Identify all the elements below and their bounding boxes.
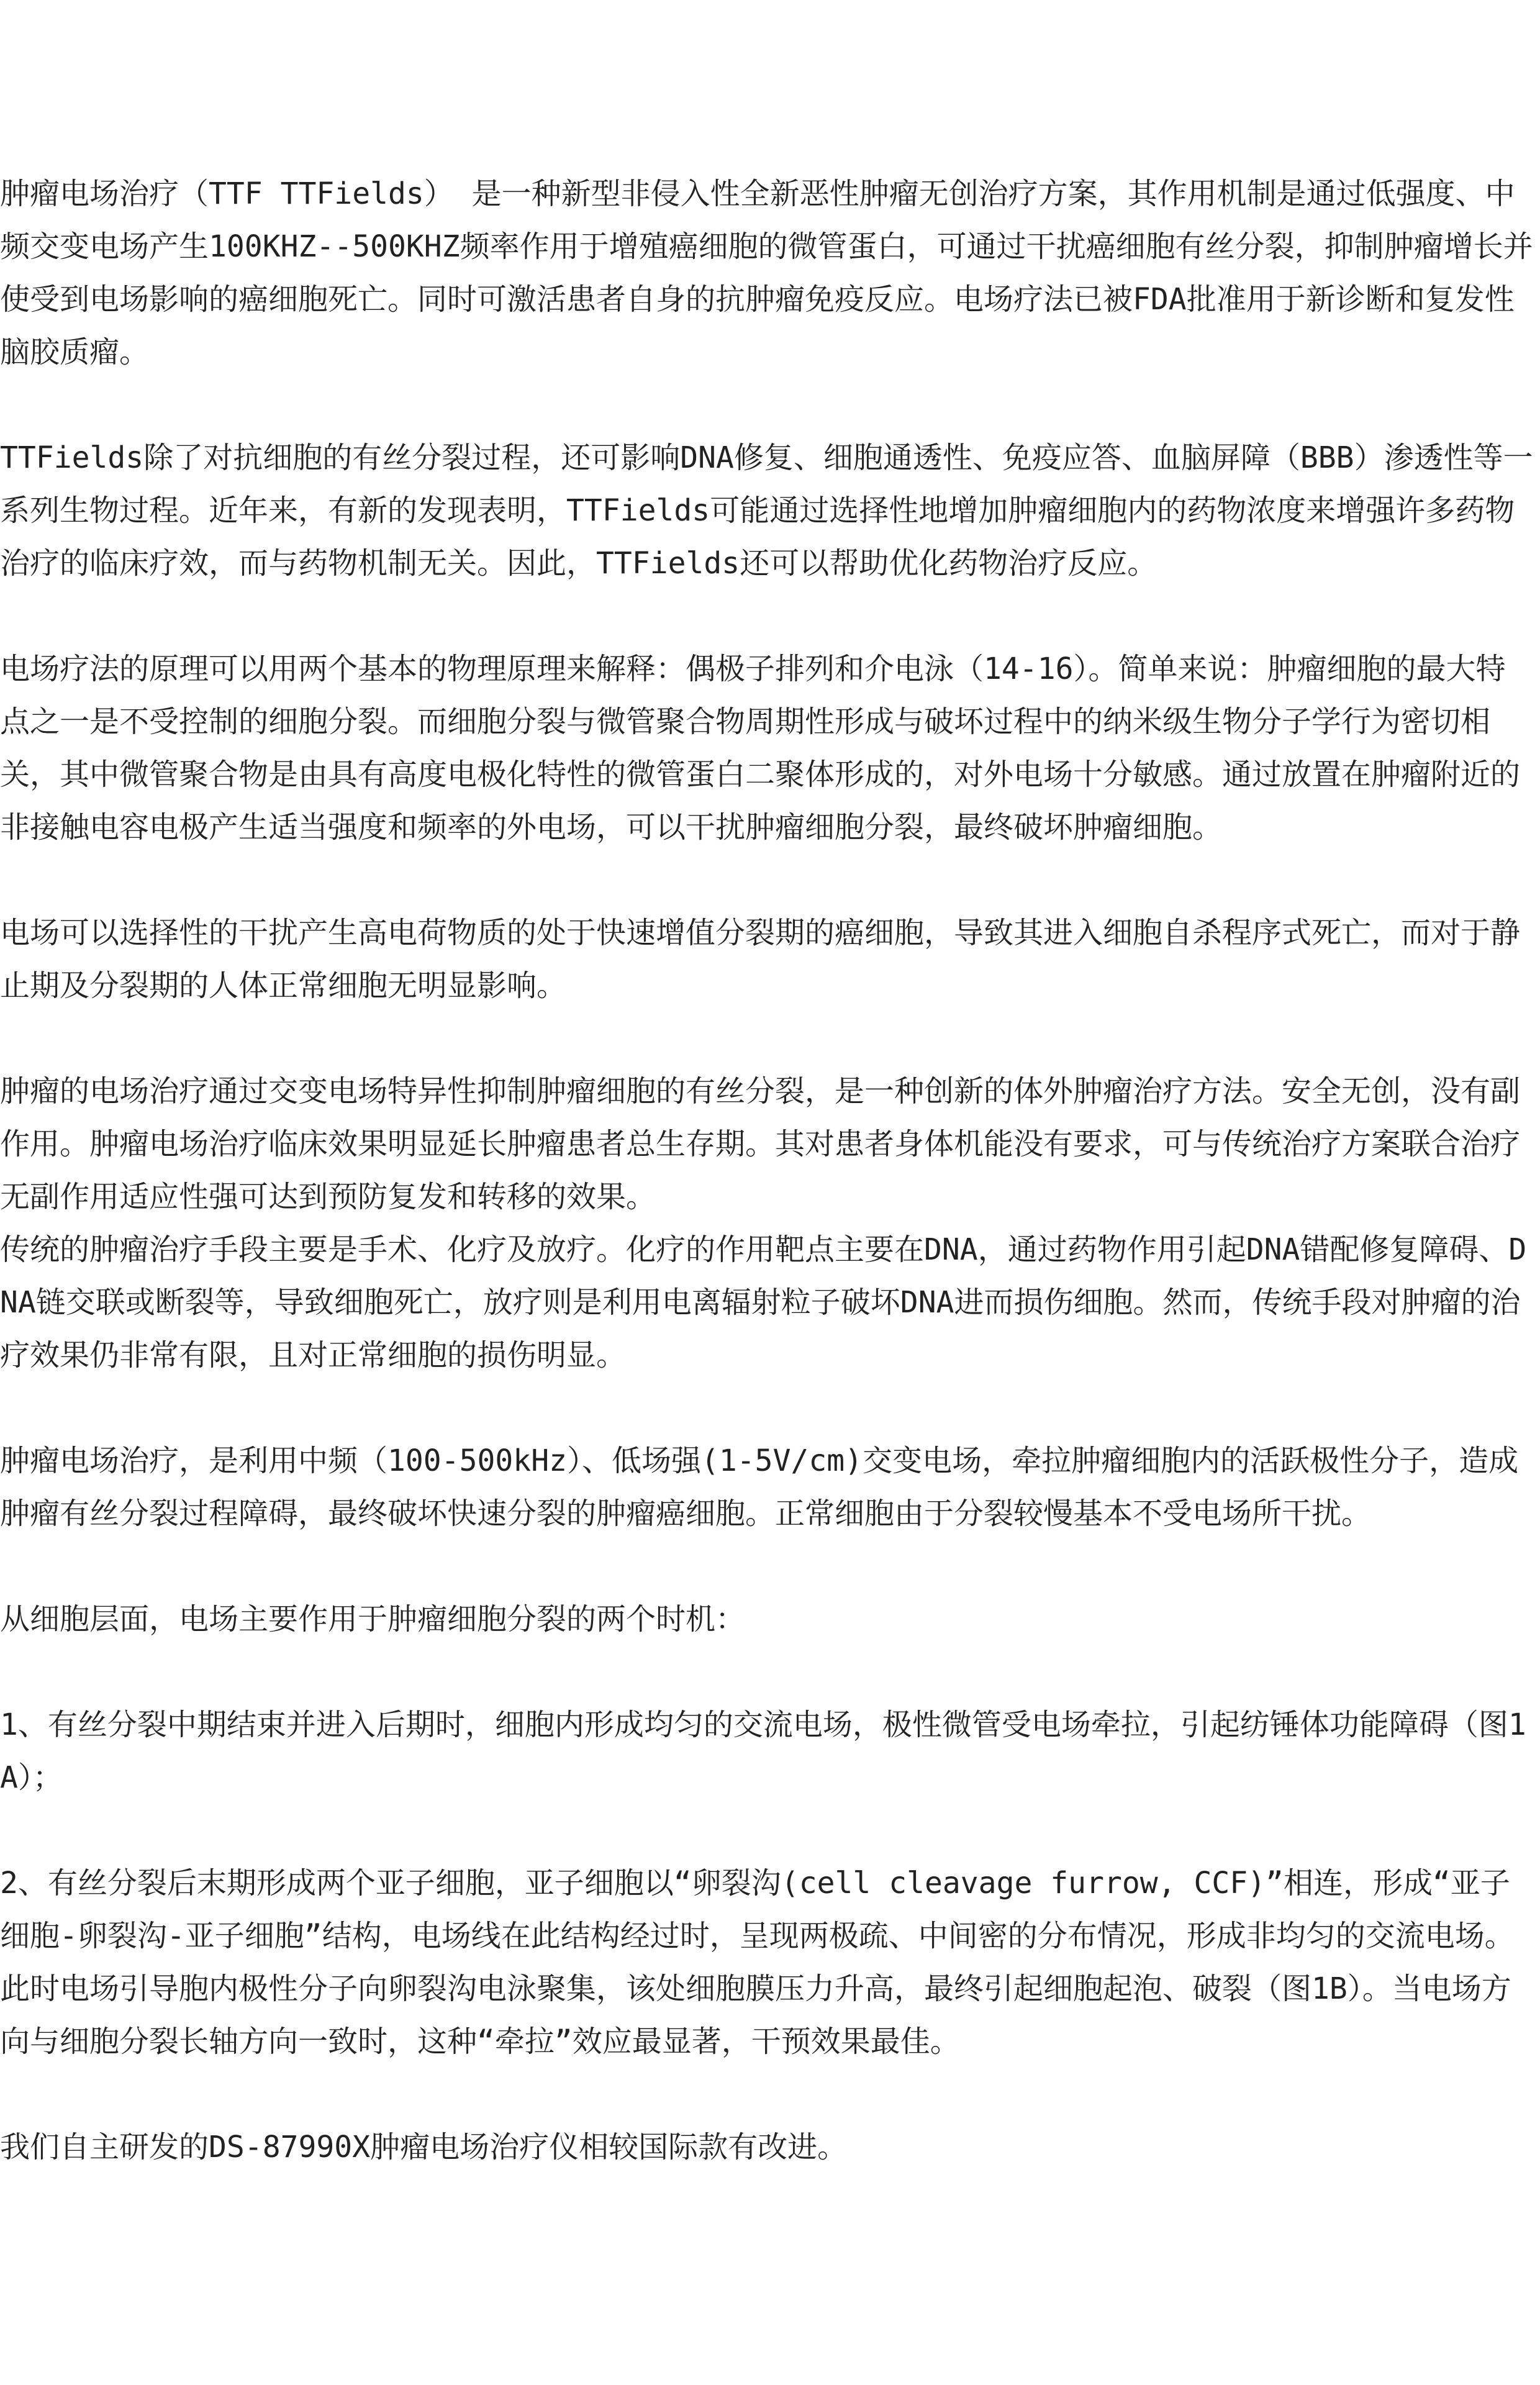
paragraph-frequency-field: 肿瘤电场治疗，是利用中频（100-500kHz）、低场强(1-5V/cm)交变电场，牵拉肿瘤细胞内的活跃极性分子，造成肿瘤有丝分裂过程障碍，最终破坏快速分裂的肿瘤癌细胞。正常细胞由于分裂较慢基本不受电场所干扰。 [0, 1443, 1519, 1531]
paragraph-spacer [0, 379, 1534, 432]
paragraph-mechanism-2: 2、有丝分裂后末期形成两个亚子细胞，亚子细胞以“卵裂沟(cell cleavage furrow, CCF)”相连，形成“亚子细胞-卵裂沟-亚子细胞”结构，电场线在此结构经过时，呈现两极疏、中间密的分布情况，形成非均匀的交流电场。此时电场引导胞内极性分子向卵裂沟电泳聚集，该处细胞膜压力升高，最终引起细胞起泡、破裂（图1B）。当电场方向与细胞分裂长轴方向一致时，这种“牵拉”效应最显著，干预效果最佳。 [0, 1866, 1515, 2059]
paragraph-device: 我们自主研发的DS-87990X肿瘤电场治疗仪相较国际款有改进。 [0, 2130, 848, 2165]
paragraph-spacer [0, 1012, 1534, 1065]
paragraph-selective-interference: 电场可以选择性的干扰产生高电荷物质的处于快速增值分裂期的癌细胞，导致其进入细胞自杀程序式死亡，而对于静止期及分裂期的人体正常细胞无明显影响。 [0, 915, 1521, 1003]
paragraph-physical-principles: 电场疗法的原理可以用两个基本的物理原理来解释：偶极子排列和介电泳（14-16）。简单来说：肿瘤细胞的最大特点之一是不受控制的细胞分裂。而细胞分裂与微管聚合物周期性形成与破坏过程中的纳米级生物分子学行为密切相关，其中微管聚合物是由具有高度电极化特性的微管蛋白二聚体形成的，对外电场十分敏感。通过放置在肿瘤附近的非接触电容电极产生适当强度和频率的外电场，可以干扰肿瘤细胞分裂，最终破坏肿瘤细胞。 [0, 652, 1521, 845]
paragraph-cell-level: 从细胞层面，电场主要作用于肿瘤细胞分裂的两个时机： [0, 1602, 746, 1637]
paragraph-spacer [0, 854, 1534, 907]
paragraph-spacer [0, 1804, 1534, 1857]
paragraph-traditional-treatment: 传统的肿瘤治疗手段主要是手术、化疗及放疗。化疗的作用靶点主要在DNA，通过药物作用引起DNA错配修复障碍、DNA链交联或断裂等，导致细胞死亡，放疗则是利用电离辐射粒子破坏DNA进而损伤细胞。然而，传统手段对肿瘤的治疗效果仍非常有限，且对正常细胞的损伤明显。 [0, 1232, 1527, 1373]
paragraph-ttfields-effects: TTFields除了对抗细胞的有丝分裂过程，还可影响DNA修复、细胞通透性、免疫应答、血脑屏障（BBB）渗透性等一系列生物过程。近年来，有新的发现表明，TTFields可能通过选择性地增加肿瘤细胞内的药物浓度来增强许多药物治疗的临床疗效，而与药物机制无关。因此，TTFields还可以帮助优化药物治疗反应。 [0, 440, 1533, 581]
paragraph-spacer [0, 1540, 1534, 1593]
paragraph-mechanism-1: 1、有丝分裂中期结束并进入后期时，细胞内形成均匀的交流电场，极性微管受电场牵拉，引起纺锤体功能障碍（图1A）； [0, 1707, 1526, 1795]
paragraph-ttf-intro: 肿瘤电场治疗（TTF TTFields） 是一种新型非侵入性全新恶性肿瘤无创治疗方案，其作用机制是通过低强度、中频交变电场产生100KHZ--500KHZ频率作用于增殖癌细胞的微管蛋白，可通过干扰癌细胞有丝分裂，抑制肿瘤增长并使受到电场影响的癌细胞死亡。同时可激活患者自身的抗肿瘤免疫反应。电场疗法已被FDA批准用于新诊断和复发性脑胶质瘤。 [0, 176, 1533, 370]
paragraph-spacer [0, 590, 1534, 643]
article-body [0, 168, 1540, 2174]
paragraph-innovative-therapy: 肿瘤的电场治疗通过交变电场特异性抑制肿瘤细胞的有丝分裂，是一种创新的体外肿瘤治疗方法。安全无创，没有副作用。肿瘤电场治疗临床效果明显延长肿瘤患者总生存期。其对患者身体机能没有要求，可与传统治疗方案联合治疗无副作用适应性强可达到预防复发和转移的效果。 [0, 1074, 1521, 1214]
paragraph-spacer [0, 1382, 1534, 1435]
paragraph-spacer [0, 1646, 1534, 1699]
paragraph-spacer [0, 2068, 1534, 2121]
